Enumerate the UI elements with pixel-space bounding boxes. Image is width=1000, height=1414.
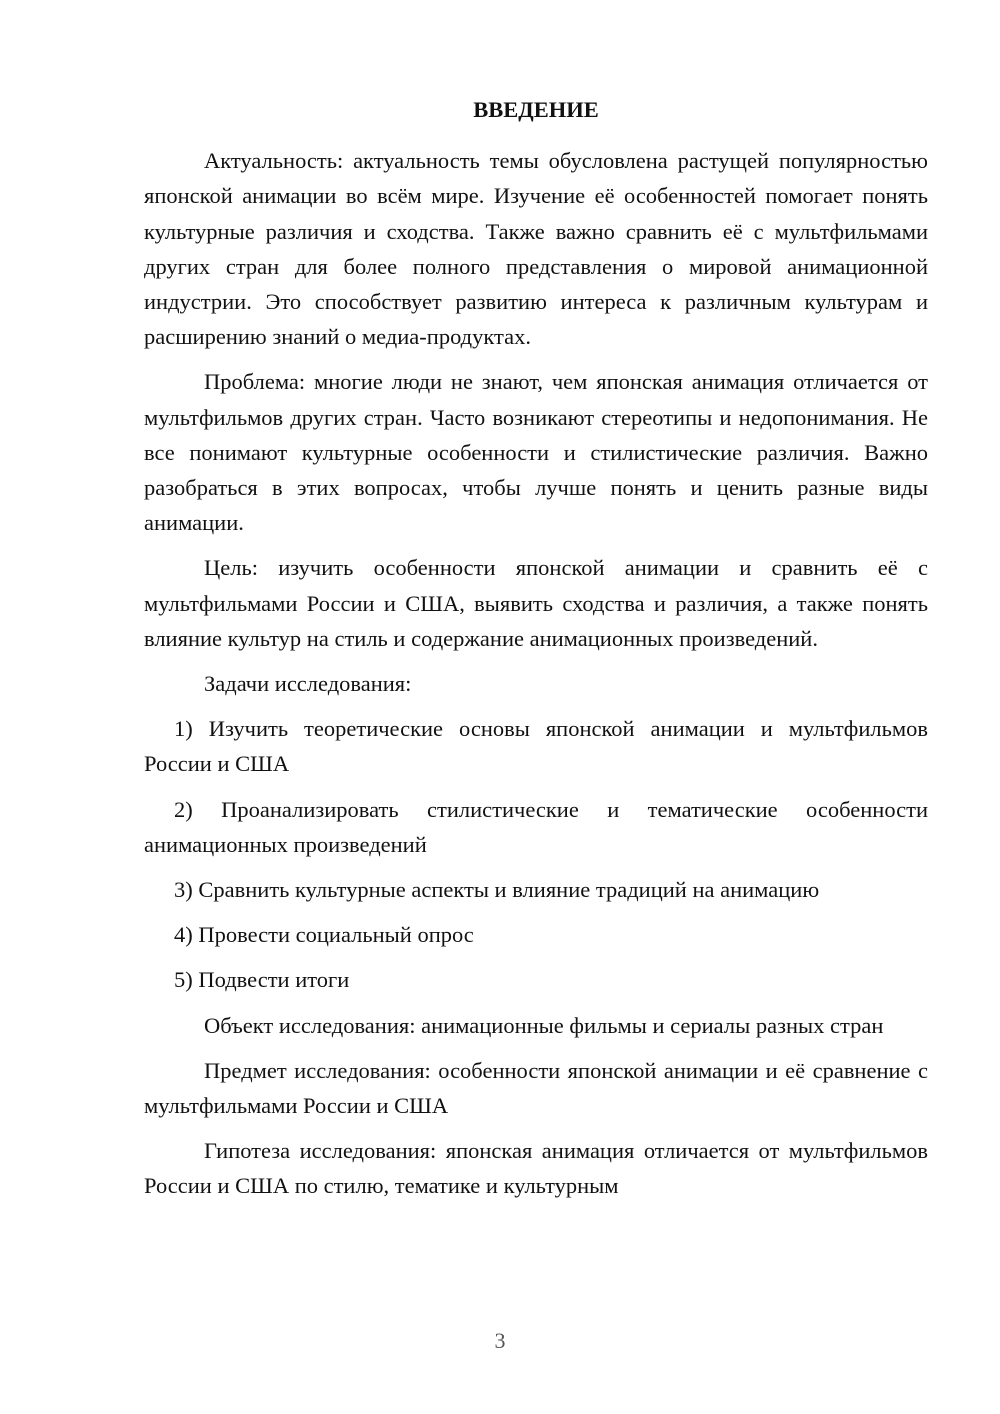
problem-paragraph: Проблема: многие люди не знают, чем японская анимация отличается от мультфильмов других стран. Часто возникают стереотипы и недопонимания. Не все понимают культурные особенности и стилистические различия. Важно разобраться в этих вопросах, чтобы лучше понять и ценить разные виды анимации.: [144, 369, 928, 536]
document-page: [144, 92, 928, 1204]
task-item-1: 1) Изучить теоретические основы японской анимации и мультфильмов России и США: [144, 716, 928, 777]
goal-paragraph: Цель: изучить особенности японской анимации и сравнить её с мультфильмами России и США, выявить сходства и различия, а также понять влияние культур на стиль и содержание анимационных произведений.: [144, 555, 928, 651]
tasks-title: Задачи исследования:: [204, 671, 412, 697]
task-item-2: 2) Проанализировать стилистические и тематические особенности анимационных произведений: [144, 796, 928, 857]
task-item-5: 5) Подвести итоги: [174, 967, 350, 993]
task-item-3: 3) Сравнить культурные аспекты и влияние традиций на анимацию: [174, 877, 820, 903]
task-item-4: 4) Провести социальный опрос: [174, 922, 474, 948]
page-number: 3: [494, 1328, 506, 1353]
object-paragraph: Объект исследования: анимационные фильмы и сериалы разных стран: [204, 1012, 884, 1038]
hypothesis-paragraph: Гипотеза исследования: японская анимация отличается от мультфильмов России и США по стилю, тематике и культурным: [144, 1138, 928, 1199]
relevance-paragraph: Актуальность: актуальность темы обусловлена растущей популярностью японской анимации во всём мире. Изучение её особенностей помогает понять культурные различия и сходства. Также важно сравнить её с мультфильмами других стран для более полного представления о мировой анимационной индустрии. Это способствует развитию интереса к различным культурам и расширению знаний о медиа-продуктах.: [144, 148, 928, 350]
page-title: ВВЕДЕНИЕ: [473, 97, 599, 122]
subject-paragraph: Предмет исследования: особенности японской анимации и её сравнение с мультфильмами России и США: [144, 1057, 928, 1119]
